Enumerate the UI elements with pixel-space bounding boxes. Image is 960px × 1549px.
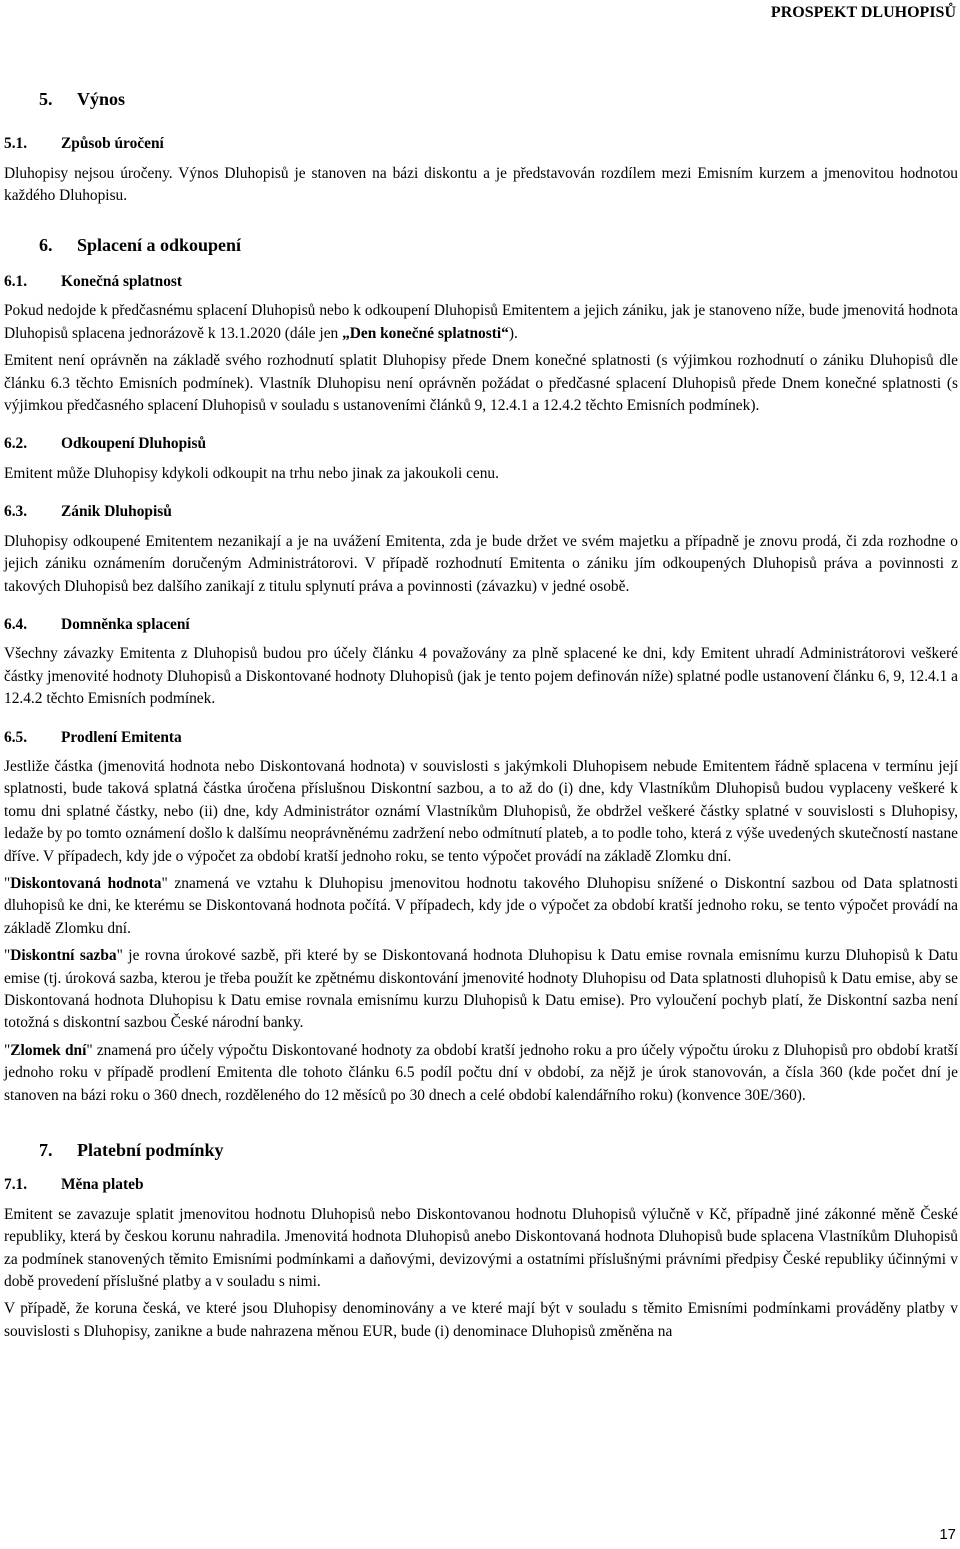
subsection-title: Konečná splatnost (61, 273, 183, 291)
definition-paragraph: "Zlomek dní" znamená pro účely výpočtu Diskontované hodnoty za období kratší jednoho roku a pro účely výpočtu úroku z Dluhopisů pro období kratší jednoho roku v případě prodlení Emitenta dle tohoto článku 6.5 podíl počtu dní v období, za nějž je úrok stanovován, a čísla 360 (kde počet dní je stanoven na bázi roku o 360 dnech, rozděleného do 12 měsíců po 30 dnech a celé období kalendářního roku) (konvence 30E/360). (4, 1041, 958, 1104)
paragraph: Dluhopisy odkoupené Emitentem nezanikají a je na uvážení Emitenta, zda je bude držet ve svém majetku a případně je znovu prodá, či zda rozhodne o jejich zániku oznámením doručeným Administrátorovi. V případě rozhodnutí Emitenta o zániku jím odkoupených Dluhopisů práva a povinnosti z takových Dluhopisů bez dalšího zanikají z titulu splynutí práva a povinnosti (závazku) v jedné osobě. (4, 532, 958, 595)
subsection-heading-7-1 (4, 1174, 958, 1196)
paragraph: Emitent může Dluhopisy kdykoli odkoupit na trhu nebo jinak za jakoukoli cenu. (4, 464, 499, 482)
defined-term: Diskontovaná hodnota (10, 874, 162, 892)
paragraph: V případě, že koruna česká, ve které jsou Dluhopisy denominovány a ve které mají být v souladu s těmito Emisními podmínkami prováděny platby v souvislosti s Dluhopisy, zanikne a bude nahrazena měnou EUR, bude (i) denominace Dluhopisů změněna na (4, 1300, 958, 1340)
subsection-heading-6-3 (4, 501, 958, 523)
section-title: Výnos (77, 89, 126, 109)
section-title: Platební podmínky (77, 1140, 224, 1161)
subsection-number: 5.1. (4, 135, 28, 153)
subsection-title: Zánik Dluhopisů (61, 503, 172, 521)
paragraph: Emitent není oprávněn na základě svého rozhodnutí splatit Dluhopisy přede Dnem konečné splatnosti (s výjimkou rozhodnutí o zániku Dluhopisů dle článku 6.3 těchto Emisních podmínek). Vlastník Dluhopisu není oprávněn požádat o předčasné splacení Dluhopisů přede Dnem konečné splatnosti (s výjimkou předčasného splacení Dluhopisů v souladu s ustanoveními článků 9, 12.4.1 a 12.4.2 těchto Emisních podmínek). (4, 352, 958, 415)
paragraph: Všechny závazky Emitenta z Dluhopisů budou pro účely článku 4 považovány za plně splacené ke dni, kdy Emitent uhradí Administrátorovi veškeré částky jmenovité hodnoty Dluhopisů a Diskontované hodnoty Dluhopisů (jak je tento pojem definován níže) splatné podle ustanovení článku 6, 9, 12.4.1 a 12.4.2 těchto Emisních podmínek. (4, 645, 958, 708)
subsection-heading-6-2 (4, 433, 958, 455)
defined-term: Zlomek dní (10, 1041, 87, 1059)
subsection-heading-5-1 (4, 133, 958, 155)
subsection-heading-6-5 (4, 727, 958, 749)
subsection-number: 6.3. (4, 503, 28, 521)
subsection-number: 6.5. (4, 728, 28, 746)
page-number: 17 (939, 1526, 956, 1543)
subsection-heading-6-1 (4, 271, 958, 293)
section-number: 5. (39, 89, 53, 109)
document-content (4, 88, 958, 1343)
section-heading-6 (4, 234, 958, 256)
paragraph: Dluhopisy nejsou úročeny. Výnos Dluhopisů je stanoven na bázi diskontu a je představován rozdílem mezi Emisním kurzem a jmenovitou hodnotou každého Dluhopisu. (4, 164, 958, 205)
subsection-title: Měna plateb (61, 1176, 144, 1194)
defined-term: „Den konečné splatnosti“ (342, 324, 509, 342)
paragraph: Jestliže částka (jmenovitá hodnota nebo Diskontovaná hodnota) v souvislosti s jakýmkoli Dluhopisem nebude Emitentem řádně splacena v termínu její splatnosti, bude taková splatná částka úročena příslušnou Diskontní sazbou, a to až do (i) dne, kdy Vlastníkům Dluhopisů budou vyplaceny veškeré k tomu dni splatné částky, nebo (ii) dne, kdy Administrátor oznámí Vlastníkům Dluhopisů, že obdržel veškeré částky splatné v souvislosti s Dluhopisy, ledaže by po tomto oznámení došlo k dalšímu neoprávněnému zadržení nebo odmítnutí plateb, a to podle toho, která z výše uvedených skutečností nastane dříve. V případech, kdy jde o výpočet za období kratší jednoho roku, se tento výpočet provádí na základě Zlomku dní. (4, 757, 958, 865)
subsection-title: Odkoupení Dluhopisů (61, 435, 207, 453)
subsection-heading-6-4 (4, 614, 958, 636)
definition-paragraph: "Diskontovaná hodnota" znamená ve vztahu k Dluhopisu jmenovitou hodnotu takového Dluhopisu snížené o Diskontní sazbou od Data splatnosti dluhopisů ke dni, ke kterému se Diskontovaná hodnota počítá. V případech, kdy jde o výpočet za období kratší jednoho roku, se tento výpočet provádí na základě Zlomku dní. (4, 874, 958, 937)
paragraph: Pokud nedojde k předčasnému splacení Dluhopisů nebo k odkoupení Dluhopisů Emitentem a jejich zániku, jak je stanoveno níže, bude jmenovitá hodnota Dluhopisů splacena jednorázově k 13.1.2020 (dále jen „Den konečné splatnosti“). (4, 302, 958, 342)
paragraph: Emitent se zavazuje splatit jmenovitou hodnotu Dluhopisů nebo Diskontovanou hodnotu Dluhopisů výlučně v Kč, případně jiné zákonné měně České republiky, která by českou korunu nahradila. Jmenovitá hodnota Dluhopisů anebo Diskontovaná hodnota Dluhopisů bude splacena Vlastníkům Dluhopisů za podmínek stanovených těmito Emisními podmínkami a daňovými, devizovými a ostatními příslušnými právními předpisy České republiky účinnými v době provedení příslušné platby a v souladu s nimi. (4, 1205, 958, 1291)
section-number: 7. (39, 1140, 53, 1161)
defined-term: Diskontní sazba (10, 947, 117, 965)
definition-paragraph: "Diskontní sazba" je rovna úrokové sazbě, při které by se Diskontovaná hodnota Dluhopisu k Datu emise rovnala emisnímu kurzu Dluhopisů k Datu emise (tj. úroková sazba, kterou je třeba použít ke zpětnému diskontování jmenovité hodnoty Dluhopisu od Data splatnosti dluhopisů k Datu emise, aby se Diskontovaná hodnota Dluhopisu k Datu emise rovnala emisnímu kurzu Dluhopisů k Datu emise). Pro vyloučení pochyb platí, že Diskontní sazba není totožná s diskontní sazbou České národní banky. (4, 947, 958, 1032)
subsection-title: Prodlení Emitenta (61, 728, 182, 746)
subsection-number: 7.1. (4, 1176, 28, 1194)
subsection-number: 6.4. (4, 615, 28, 633)
section-heading-5 (4, 88, 958, 110)
subsection-number: 6.2. (4, 435, 28, 453)
running-header: PROSPEKT DLUHOPISŮ (770, 4, 956, 21)
subsection-title: Domněnka splacení (61, 615, 190, 633)
section-number: 6. (39, 234, 53, 255)
subsection-number: 6.1. (4, 273, 28, 291)
section-heading-7 (4, 1139, 958, 1161)
section-title: Splacení a odkoupení (77, 234, 242, 255)
subsection-title: Způsob úročení (61, 135, 164, 153)
